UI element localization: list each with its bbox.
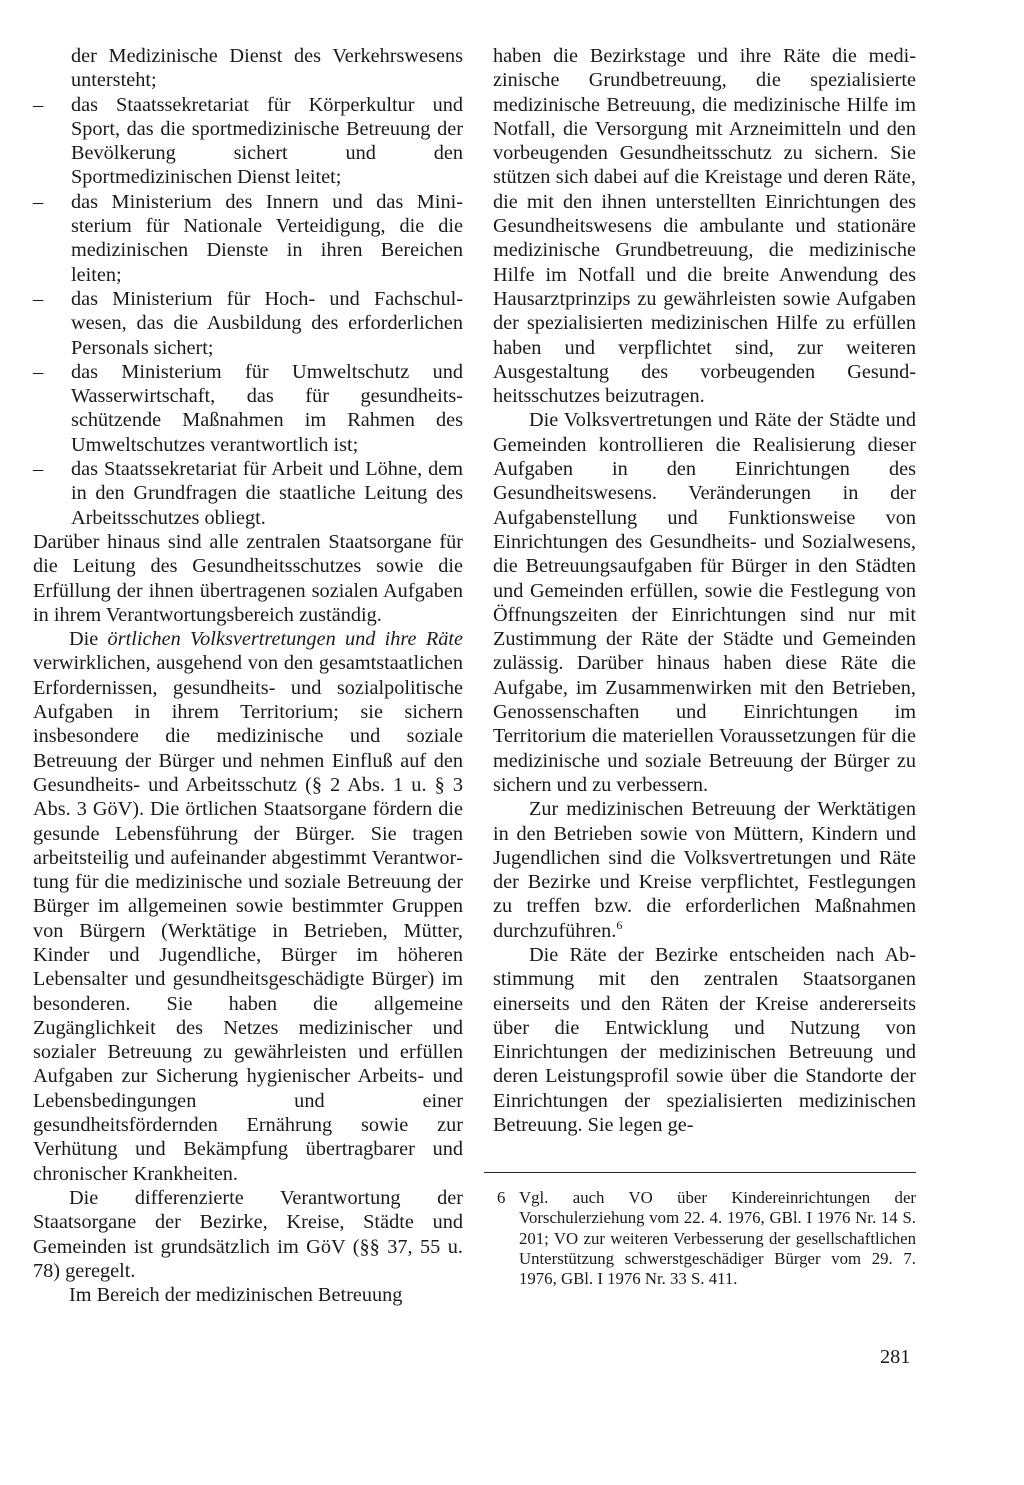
paragraph-raete-bezirke: Die Räte der Bezirke entscheiden nach Abstimmung mit den zentralen Staatsorganen einerseits und den Räten der Kreise andererseits über die Entwicklung und Nutzung von Einrichtungen der medizinischen Betreuung und deren Leistungsprofil sowie über die Standorte der Einrichtungen der spezialisierten medizinischen Betreuung. Sie legen ge- bbox=[493, 943, 916, 1137]
footnote-separator bbox=[484, 1172, 916, 1173]
dash-list bbox=[33, 44, 463, 530]
dash-marker: – bbox=[33, 458, 44, 481]
page-number: 281 bbox=[880, 1346, 911, 1368]
list-item: – das Staatssekretariat für Arbeit und Löhne, dem in den Grundfragen die staatliche Leitung des Arbeitsschutzes obliegt. bbox=[33, 458, 463, 529]
emphasis-text: örtlichen Volksvertretungen und ihre Räte bbox=[107, 628, 463, 651]
paragraph-volksvertretungen-staedte: Die Volksvertretungen und Räte der Städte und Gemeinden kontrollieren die Realisierung dieser Aufgaben in den Einrichtungen des Gesundheitswesens. Veränderungen in der Aufgabenstellung und Funktionsweise von Einrichtungen des Gesundheits- und Sozialwesens, die Betreuungsaufgaben für Bürger in den Städten und Gemeinden erfüllen, sowie die Festlegung von Öffnungszeiten der Einrichtungen sind nur mit Zustimmung der Räte der Städte und Gemeinden zulässig. Darüber hinaus haben diese Räte die Aufgabe, im Zusammenwirken mit den Betrieben, Genossenschaften und Einrichtungen im Territorium die materiellen Voraussetzungen für die medizinische und soziale Betreuung der Bürger zu sichern und zu verbessern. bbox=[493, 409, 916, 796]
footnote-reference[interactable]: 6 bbox=[616, 917, 623, 932]
dash-marker: – bbox=[33, 190, 44, 213]
paragraph-oertliche-volksvertretungen: Die örtlichen Volksvertretungen und ihre Räte verwirklichen, ausgehend von den gesamtstaatlichen Erfordernissen, gesundheits- und sozialpolitische Aufgaben in ihrem Territorium; sie sichern insbesondere die medizinische und soziale Betreuung der Bürger und nehmen Einfluß auf den Gesundheits- und Arbeitsschutz (§ 2 Abs. 1 u. § 3 Abs. 3 GöV). Die örtlichen Staatsorgane fördern die gesunde Lebensführung der Bürger. Sie tragen arbeitsteilig und aufeinander abgestimmt Verantwortung für die medizinische und soziale Betreuung der Bürger im allgemeinen sowie bestimmter Gruppen von Bürgern (Werktätige in Betrieben, Mütter, Kinder und Jugendliche, Bürger im höheren Lebensalter und gesundheitsgeschädigte Bürger) im besonderen. Sie haben die allgemeine Zugänglichkeit des Netzes medizinischer und sozialer Betreuung zu gewährleisten und erfüllen Aufgaben zur Sicherung hygienischer Arbeits- und Lebensbedingungen und einer gesundheitsfördernden Ernährung sowie zur Verhütung und Bekämpfung übertragbarer und chronischer Krankheiten. bbox=[33, 628, 463, 1185]
paragraph-bezirkstage: haben die Bezirkstage und ihre Räte die medizinische Grundbetreuung, die spezialisierte medizinische Betreuung, die medizinische Hilfe im Notfall, die Versorgung mit Arzneimitteln und den vorbeugenden Gesundheitsschutz zu sichern. Sie stützen sich dabei auf die Kreistage und deren Räte, die mit den ihnen unterstellten Einrichtungen des Gesundheitswesens die ambulante und stationäre medizinische Grundbetreuung, die medizinische Hilfe im Notfall und die breite Anwendung des Hausarztprinzips zu gewährleisten sowie Aufgaben der spezialisierten medizinischen Hilfe zu erfüllen haben und verpflichtet sind, zur weiteren Ausgestaltung des vorbeugenden Gesundheitsschutzes beizutragen. bbox=[493, 45, 916, 408]
paragraph-differenzierte-verantwortung: Die differenzierte Verantwortung der Staatsorgane der Bezirke, Kreise, Städte und Gemeinden ist grundsätzlich im GöV (§§ 37, 55 u. 78) geregelt. bbox=[33, 1186, 463, 1282]
list-item: – das Ministerium für Umweltschutz und Wasserwirtschaft, das für gesundheitsschützende Maßnahmen im Rahmen des Umweltschutzes verantwortlich ist; bbox=[33, 360, 463, 456]
list-item: – das Ministerium des Innern und das Ministerium für Nationale Verteidigung, die die medizinischen Dienste in ihren Bereichen leiten; bbox=[33, 190, 463, 286]
dash-marker: – bbox=[33, 93, 44, 116]
right-column bbox=[493, 44, 916, 1137]
dash-marker: – bbox=[33, 287, 44, 310]
footnote-number: 6 bbox=[497, 1188, 506, 1207]
paragraph-betreuung-werktaetige: Zur medizinischen Betreuung der Werktätigen in den Betrieben sowie von Müttern, Kindern und Jugendlichen sind die Volksvertretungen und Räte der Bezirke und Kreise verpflichtet, Festlegungen zu treffen bzw. die erforderlichen Maßnahmen durchzuführen.$^6$ bbox=[493, 798, 916, 942]
dash-marker: – bbox=[33, 360, 44, 383]
footnotes bbox=[497, 1188, 916, 1289]
footnote-text: Vgl. auch VO über Kindereinrichtungen der Vorschulerziehung vom 22. 4. 1976, GBl. I 1976 Nr. 14 S. 201; VO zur weiteren Verbesserung der gesellschaftlichen Unterstützung schwerstgeschädiger Bürger vom 29. 7. 1976, GBl. I 1976 Nr. 33 S. 411. bbox=[519, 1188, 916, 1289]
paragraph-bereich-betreuung: Im Bereich der medizinischen Betreuung bbox=[69, 1284, 403, 1307]
list-item: – das Staatssekretariat für Körperkultur und Sport, das die sportmedizinische Betreuung der Bevölkerung sichert und den Sportmedizinischen Dienst leitet; bbox=[33, 93, 463, 189]
list-item: – das Ministerium für Hoch- und Fachschulwesen, das die Ausbildung des erforderlichen Personals sichert; bbox=[33, 287, 463, 359]
left-column bbox=[33, 44, 463, 1307]
paragraph-darueber-hinaus: Darüber hinaus sind alle zentralen Staatsorgane für die Leitung des Gesundheitsschutzes sowie die Erfüllung der ihnen übertragenen sozialen Aufgaben in ihrem Verantwortungsbereich zuständig. bbox=[33, 530, 463, 626]
footnote-item bbox=[497, 1188, 916, 1289]
list-continuation: der Medizinische Dienst des Verkehrswesens untersteht; bbox=[71, 45, 463, 92]
